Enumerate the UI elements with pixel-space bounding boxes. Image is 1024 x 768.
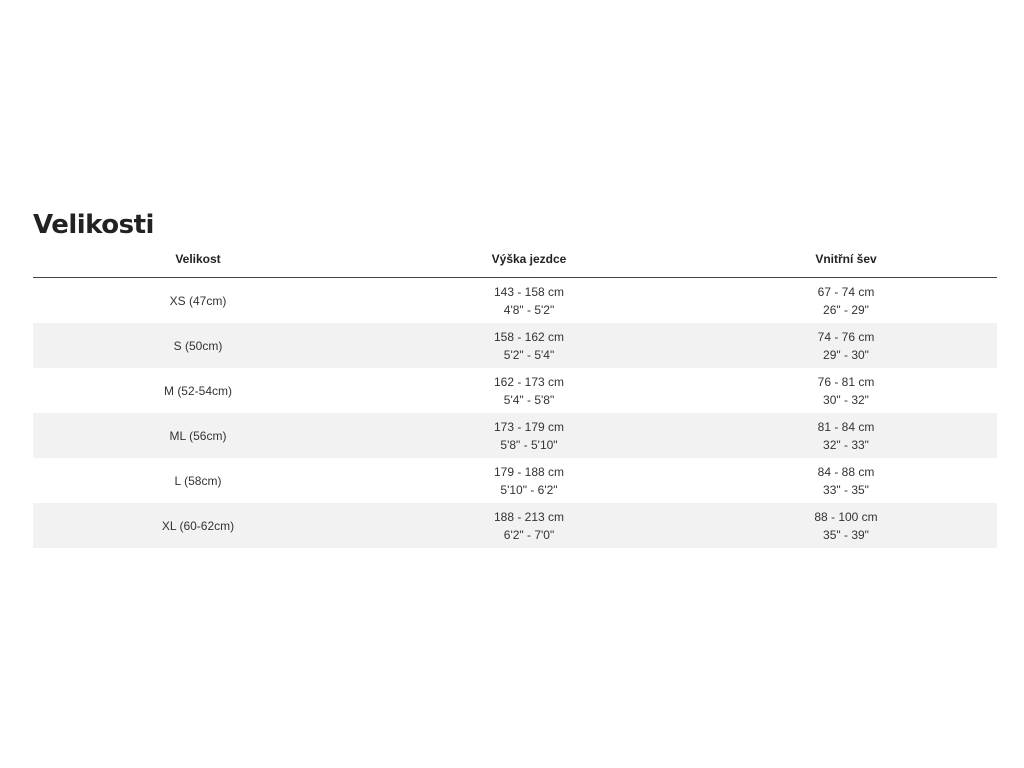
inseam-cm: 76 - 81 cm [817,374,875,389]
table-header-row [33,252,997,278]
size-cell: S (50cm) [33,323,363,368]
inseam-in: 26" - 29" [823,302,869,317]
height-ft: 5'4" - 5'8" [503,392,555,407]
inseam-cell [695,323,997,368]
size-cell: M (52-54cm) [163,383,232,398]
inseam-in: 29" - 30" [823,347,869,362]
rider-height-cell [363,323,695,368]
rider-height-cell [363,368,695,413]
table-row [33,278,997,324]
height-cm: 158 - 162 cm [493,329,565,344]
inseam-in: 30" - 32" [823,392,869,407]
size-cell: ML (56cm) [33,413,363,458]
height-ft: 5'8" - 5'10" [500,437,558,452]
inseam-cm: 81 - 84 cm [817,419,875,434]
table-row [33,458,997,503]
rider-height-cell [363,458,695,503]
inseam-cell [695,413,997,458]
height-cm: 173 - 179 cm [493,419,565,434]
height-cm: 179 - 188 cm [493,464,565,479]
table-row [33,323,997,368]
height-cm: 162 - 173 cm [493,374,565,389]
inseam-cm: 84 - 88 cm [817,464,875,479]
inseam-in: 33" - 35" [823,482,869,497]
inseam-cm: 74 - 76 cm [817,329,875,344]
size-table [33,252,997,548]
height-ft: 6'2" - 7'0" [503,527,555,542]
size-cell: XS (47cm) [169,293,227,308]
rider-height-cell [363,413,695,458]
height-ft: 4'8" - 5'2" [503,302,555,317]
rider-height-cell [363,278,695,324]
height-ft: 5'2" - 5'4" [503,347,555,362]
inseam-cell [695,458,997,503]
inseam-cm: 88 - 100 cm [814,509,878,524]
inseam-cell [695,278,997,324]
size-cell: L (58cm) [174,473,222,488]
inseam-cell [695,368,997,413]
height-cm: 143 - 158 cm [493,284,565,299]
size-cell: XL (60-62cm) [33,503,363,548]
height-ft: 5'10" - 6'2" [500,482,558,497]
column-header-rider-height: Výška jezdce [363,252,695,278]
inseam-in: 32" - 33" [823,437,869,452]
size-chart-section [33,207,997,548]
page-title: Velikosti [33,210,154,240]
inseam-in: 35" - 39" [823,527,869,542]
inseam-cell [695,503,997,548]
rider-height-cell [363,503,695,548]
table-row [33,503,997,548]
column-header-inseam: Vnitřní šev [695,252,997,278]
height-cm: 188 - 213 cm [493,509,565,524]
column-header-size: Velikost [33,252,363,278]
table-row [33,368,997,413]
table-row [33,413,997,458]
inseam-cm: 67 - 74 cm [817,284,875,299]
